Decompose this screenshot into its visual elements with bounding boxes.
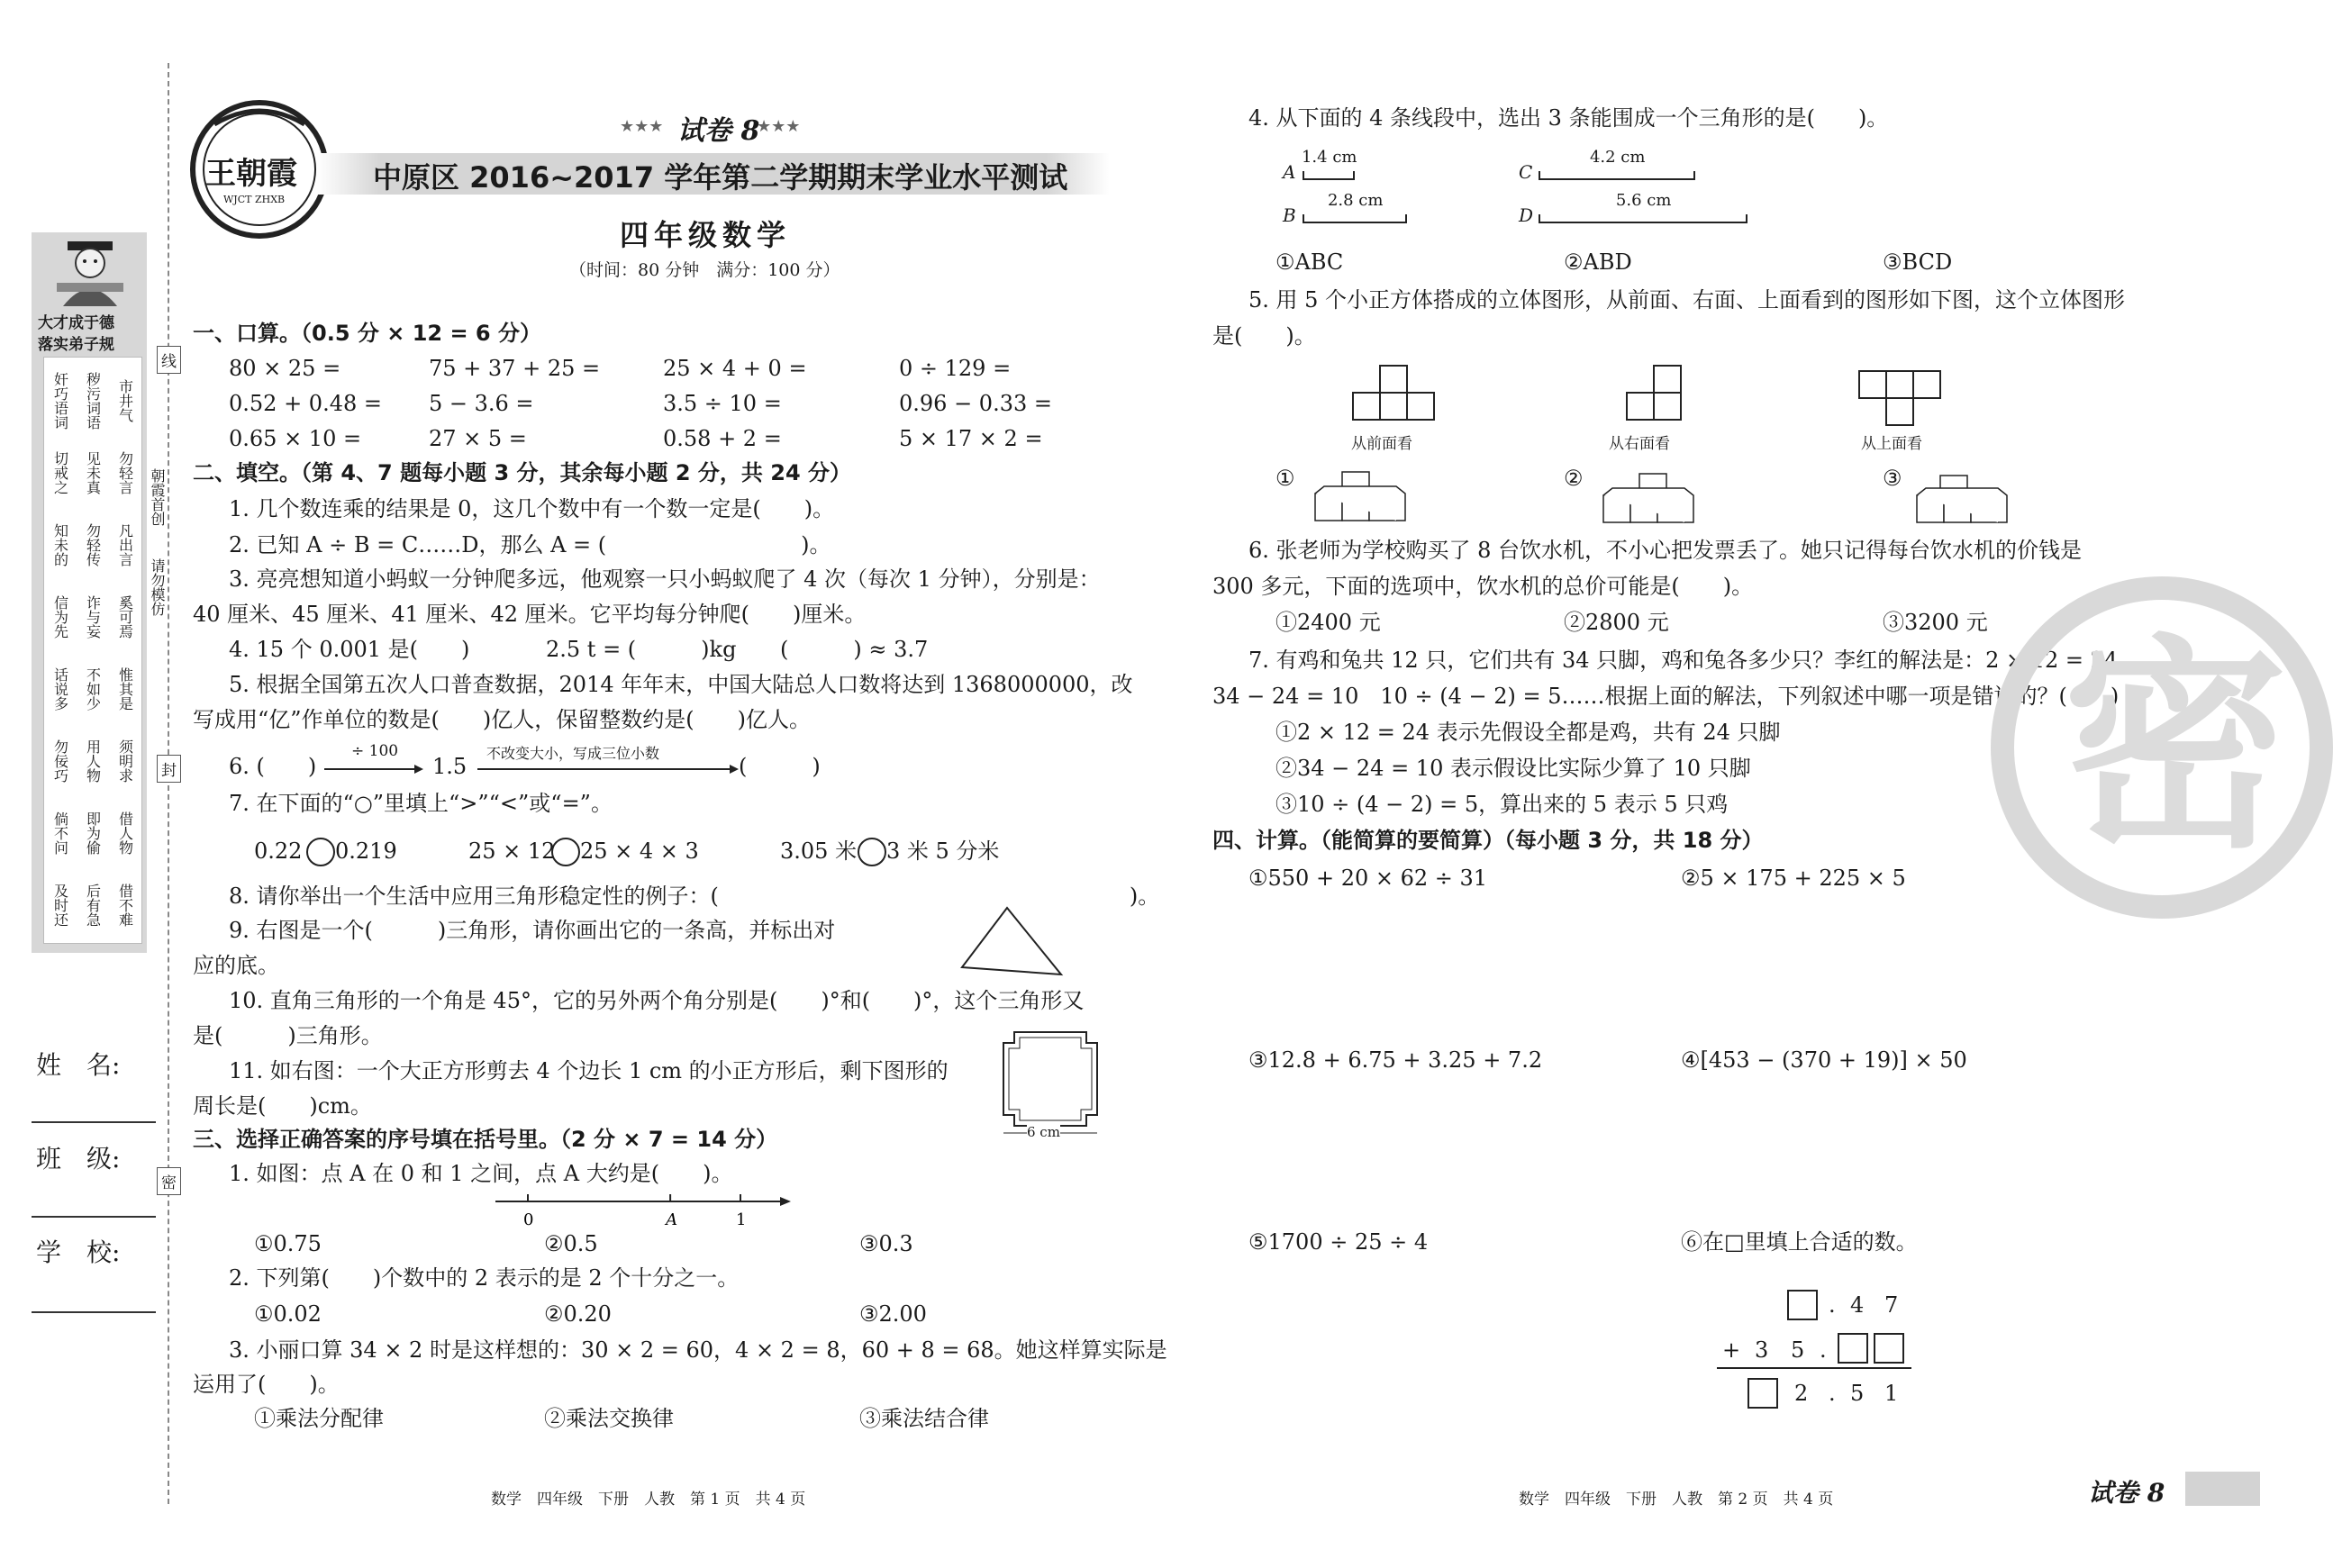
field-school-input[interactable]	[32, 1311, 156, 1313]
segment-letter: B	[1283, 204, 1296, 226]
vert-r2-d1: 3	[1755, 1337, 1769, 1363]
motto-cell: 信为先	[51, 595, 69, 639]
vert-r2-dot: .	[1820, 1337, 1827, 1363]
field-school-label: 学 校:	[36, 1237, 121, 1267]
q3-7-opt3: ③10 ÷ (4 − 2) = 5，算出来的 5 表示 5 只鸡	[1275, 792, 1729, 817]
vert-r3-d1: 2	[1794, 1381, 1809, 1406]
q2-6-start: 6. ( )	[229, 754, 317, 779]
motto-cell: 奸巧语词	[51, 372, 69, 430]
compare-circle-3[interactable]	[858, 838, 886, 866]
q3-5-opt3-label: ③	[1883, 466, 1902, 491]
motto-cell: 用人物	[84, 739, 102, 783]
oral-calc-item: 0 ÷ 129 =	[899, 356, 1012, 381]
oral-calc-item: 0.96 − 0.33 =	[899, 391, 1052, 416]
choice-option[interactable]: ②0.5	[544, 1231, 598, 1256]
q2-11b: 周长是( )cm。	[193, 1093, 372, 1119]
motto-cell: 诈与妄	[84, 595, 102, 639]
compare-circle-2[interactable]	[551, 838, 580, 866]
secret-watermark-glyph: 密	[2063, 616, 2288, 878]
obtuse-triangle-figure	[960, 904, 1068, 976]
q2-7-item2-right: 25 × 4 × 3	[580, 838, 699, 864]
q3-3a: 3. 小丽口算 34 × 2 时是这样想的：30 × 2 = 60，4 × 2 = 8，60 + 8 = 68。她这样算实际是	[229, 1337, 1167, 1363]
sum-line	[1717, 1367, 1911, 1369]
q3-1: 1. 如图：点 A 在 0 和 1 之间，点 A 大约是( )。	[229, 1161, 733, 1186]
choice-option[interactable]: ③2.00	[859, 1301, 927, 1327]
choice-option[interactable]: ①0.75	[254, 1231, 322, 1256]
segment-letter: A	[1283, 161, 1296, 183]
q2-7-item2-left: 25 × 12	[468, 838, 556, 864]
q2-9b: 应的底。	[193, 953, 279, 978]
calc-2: ②5 × 175 + 225 × 5	[1681, 866, 1906, 891]
oral-calc-item: 5 − 3.6 =	[429, 391, 534, 416]
oral-calc-item: 5 × 17 × 2 =	[899, 426, 1043, 451]
vert-r1-dot: .	[1829, 1292, 1836, 1318]
choice-option[interactable]: ②乘法交换律	[544, 1406, 674, 1431]
q2-5a: 5. 根据全国第五次人口普查数据，2014 年年末，中国大陆总人口数将达到 1368000000，改	[229, 672, 1133, 697]
right-view-figure	[1625, 364, 1684, 420]
q2-8: 8. 请你举出一个生活中应用三角形稳定性的例子：( )。	[229, 884, 1160, 909]
motto-cell: 秽污词语	[84, 372, 102, 430]
q2-7-item3-left: 3.05 米	[780, 838, 858, 864]
q3-4: 4. 从下面的 4 条线段中，选出 3 条能围成一个三角形的是( )。	[1248, 105, 1889, 131]
segment-length: 2.8 cm	[1327, 191, 1384, 210]
margin-mark-secret: 密	[157, 1167, 181, 1195]
oral-calc-item: 0.65 × 10 =	[229, 426, 362, 451]
q2-1: 1. 几个数连乘的结果是 0，这几个数中有一个数一定是( )。	[229, 496, 835, 521]
number-line-label: A	[666, 1210, 678, 1229]
motto-cell: 须明求	[116, 739, 134, 783]
motto-cell: 勿轻传	[84, 523, 102, 566]
exam-badge: 试卷 8	[677, 115, 760, 147]
q3-2: 2. 下列第( )个数中的 2 表示的是 2 个十分之一。	[229, 1265, 740, 1291]
q2-6-mid: 1.5	[432, 754, 468, 779]
q2-2: 2. 已知 A ÷ B = C……D，那么 A = ( )。	[229, 532, 831, 557]
segment-length: 4.2 cm	[1589, 148, 1646, 167]
oral-calc-item: 27 × 5 =	[429, 426, 527, 451]
segment-length: 1.4 cm	[1301, 148, 1357, 167]
oral-calc-item: 75 + 37 + 25 =	[429, 356, 601, 381]
q2-4a: 4. 15 个 0.001 是( )	[229, 637, 470, 662]
cube-option-2[interactable]	[1602, 468, 1701, 531]
motto-cell: 即为偷	[84, 811, 102, 855]
q3-7-opt2: ②34 − 24 = 10 表示假设比实际少算了 10 只脚	[1275, 756, 1751, 781]
motto-cell: 不如少	[84, 667, 102, 711]
number-line	[495, 1189, 793, 1234]
choice-option[interactable]: ③3200 元	[1883, 610, 1988, 635]
motto-cell: 市井气	[116, 379, 134, 422]
field-class-label: 班 级:	[36, 1144, 121, 1174]
q3-5-opt2-label: ②	[1564, 466, 1584, 491]
motto-cell: 话说多	[51, 667, 69, 711]
cut-square-label: 6 cm	[1027, 1124, 1060, 1140]
motto-cell: 勿佞巧	[51, 739, 69, 783]
oral-calc-item: 80 × 25 =	[229, 356, 341, 381]
motto-top: 大才成于德	[38, 314, 114, 332]
choice-option[interactable]: ②ABD	[1564, 249, 1632, 275]
cube-option-1[interactable]	[1313, 468, 1412, 531]
vert-r2-plus: +	[1722, 1337, 1741, 1363]
q2-6-arrow2	[477, 764, 739, 775]
motto-cell: 惟其是	[116, 667, 134, 711]
section-2-title: 二、填空。（第 4、7 题每小题 3 分，其余每小题 2 分，共 24 分）	[193, 460, 852, 485]
field-name-label: 姓 名:	[36, 1050, 121, 1080]
oral-calc-item: 0.58 + 2 =	[663, 426, 782, 451]
q3-5b: 是( )。	[1212, 323, 1316, 349]
q2-10b: 是( )三角形。	[193, 1023, 383, 1048]
choice-option[interactable]: ③乘法结合律	[859, 1406, 989, 1431]
q2-7-item1-left: 0.22	[254, 838, 303, 864]
motto-cell: 奚可焉	[116, 595, 134, 639]
brand-logo-sub: WJCT ZHXB	[223, 194, 286, 205]
footer-left: 数学 四年级 下册 人教 第 1 页 共 4 页	[491, 1491, 806, 1509]
badge-stars-right: ★★★	[757, 117, 801, 136]
segment-line	[1303, 171, 1355, 180]
choice-option[interactable]: ①2400 元	[1275, 610, 1381, 635]
segment-letter: D	[1519, 204, 1534, 226]
q3-7-opt1: ①2 × 12 = 24 表示先假设全都是鸡，共有 24 只脚	[1275, 720, 1781, 745]
margin-note-1: 朝霞首创	[149, 468, 166, 526]
calc-1: ①550 + 20 × 62 ÷ 31	[1248, 866, 1488, 891]
vert-r1-d2: 7	[1884, 1292, 1899, 1318]
front-view-label: 从前面看	[1351, 435, 1412, 453]
blank-box-1[interactable]	[1787, 1290, 1818, 1320]
q3-6a: 6. 张老师为学校购买了 8 台饮水机，不小心把发票丢了。她只记得每台饮水机的价钱是	[1248, 538, 2083, 563]
footer-badge-band	[2185, 1472, 2260, 1506]
oral-calc-item: 25 × 4 + 0 =	[663, 356, 807, 381]
motto-cell: 凡出言	[116, 523, 134, 566]
vert-r3-dot: .	[1829, 1381, 1836, 1406]
vert-r3-d3: 1	[1884, 1381, 1899, 1406]
motto-cell: 知未的	[51, 523, 69, 566]
segment-line	[1539, 171, 1695, 180]
choice-option[interactable]: ①0.02	[254, 1301, 322, 1327]
choice-option[interactable]: ③0.3	[859, 1231, 913, 1256]
choice-option[interactable]: ①乘法分配律	[254, 1406, 384, 1431]
margin-mark-seal: 封	[157, 755, 181, 783]
section-4-title: 四、计算。（能简算的要简算）（每小题 3 分，共 18 分）	[1212, 828, 1764, 853]
vert-r2-d2: 5	[1791, 1337, 1805, 1363]
motto-cell: 见未真	[84, 451, 102, 494]
oral-calc-item: 0.52 + 0.48 =	[229, 391, 382, 416]
calc-3: ③12.8 + 6.75 + 3.25 + 7.2	[1248, 1047, 1543, 1073]
cut-square-figure	[1002, 1030, 1110, 1138]
segment-length: 5.6 cm	[1615, 191, 1672, 210]
field-class-input[interactable]	[32, 1216, 156, 1218]
calc-5: ⑤1700 ÷ 25 ÷ 4	[1248, 1229, 1429, 1255]
q3-3b: 运用了( )。	[193, 1372, 340, 1397]
section-3-title: 三、选择正确答案的序号填在括号里。（2 分 × 7 = 14 分）	[193, 1127, 778, 1152]
compare-circle-1[interactable]	[306, 838, 335, 866]
q3-7b: 34 − 24 = 10 10 ÷ (4 − 2) = 5……根据上面的解法，下列叙述中哪一项是错误的？( )	[1212, 684, 2120, 709]
number-line-label: 1	[736, 1210, 747, 1229]
q2-5b: 写成用“亿”作单位的数是( )亿人，保留整数约是( )亿人。	[193, 707, 811, 732]
scholar-figure-icon	[50, 236, 131, 308]
motto-cell: 倘不问	[51, 811, 69, 855]
q2-6-end: ( )	[739, 754, 821, 779]
motto-cell: 切戒之	[51, 451, 69, 494]
front-view-figure	[1351, 364, 1441, 420]
exam-title: 中原区 2016~2017 学年第二学期期末学业水平测试	[373, 160, 1068, 195]
motto-cell: 借不难	[116, 884, 134, 927]
footer-right: 数学 四年级 下册 人教 第 2 页 共 4 页	[1519, 1491, 1834, 1509]
choice-option[interactable]: ①ABC	[1275, 249, 1344, 275]
q2-7: 7. 在下面的“○”里填上“>”“<”或“=”。	[229, 791, 613, 816]
choice-option[interactable]: ③BCD	[1883, 249, 1953, 275]
q2-3b: 40 厘米、45 厘米、41 厘米、42 厘米。它平均每分钟爬( )厘米。	[193, 602, 867, 627]
calc-4: ④[453 − (370 + 19)] × 50	[1681, 1047, 1967, 1073]
q2-3a: 3. 亮亮想知道小蚂蚁一分钟爬多远，他观察一只小蚂蚁爬了 4 次（每次 1 分钟），分别是：	[229, 566, 1101, 592]
motto-cell: 勿轻言	[116, 451, 134, 494]
blank-box-4[interactable]	[1747, 1378, 1778, 1409]
choice-option[interactable]: ②0.20	[544, 1301, 612, 1327]
cube-option-3[interactable]	[1915, 468, 2014, 531]
time-info: （时间：80 分钟 满分：100 分）	[569, 260, 840, 280]
q2-6-arrow2-label: 不改变大小，写成三位小数	[486, 745, 660, 762]
q3-7a: 7. 有鸡和兔共 12 只，它们共有 34 只脚，鸡和兔各多少只？李红的解法是：2 × 12 = 24	[1248, 648, 2119, 673]
motto-bottom: 落实弟子规	[38, 336, 114, 354]
vert-r3-d2: 5	[1850, 1381, 1865, 1406]
q2-9a: 9. 右图是一个( )三角形，请你画出它的一条高，并标出对	[229, 918, 836, 943]
dashed-cut-line	[168, 63, 169, 1504]
margin-note-2: 请勿模仿	[149, 558, 166, 616]
q3-5-opt1-label: ①	[1275, 466, 1295, 491]
brand-logo-text: 王朝霞	[205, 156, 297, 192]
margin-mark-line: 线	[157, 346, 181, 374]
segment-line	[1539, 214, 1747, 223]
right-view-label: 从右面看	[1609, 435, 1670, 453]
top-view-figure	[1857, 369, 1947, 425]
blank-box-3[interactable]	[1874, 1333, 1904, 1364]
number-line-label: 0	[523, 1210, 534, 1229]
q2-7-item1-right: 0.219	[335, 838, 397, 864]
q3-6b: 300 多元，下面的选项中，饮水机的总价可能是( )。	[1212, 574, 1754, 599]
calc-6: ⑥在□里填上合适的数。	[1681, 1229, 1918, 1255]
q2-11a: 11. 如右图：一个大正方形剪去 4 个边长 1 cm 的小正方形后，剩下图形的	[229, 1058, 949, 1083]
vert-r1-d1: 4	[1850, 1292, 1865, 1318]
motto-cell: 借人物	[116, 811, 134, 855]
badge-stars-left: ★★★	[620, 117, 664, 136]
q2-7-item3-right: 3 米 5 分米	[886, 838, 1000, 864]
top-view-label: 从上面看	[1861, 435, 1922, 453]
footer-badge: 试卷 8	[2088, 1478, 2165, 1508]
subject-title: 四年级数学	[620, 218, 792, 252]
q2-6-arrow1-label: ÷ 100	[351, 742, 399, 760]
oral-calc-item: 3.5 ÷ 10 =	[663, 391, 782, 416]
q2-10a: 10. 直角三角形的一个角是 45°，它的另外两个角分别是( )°和( )°，这个三角形又	[229, 988, 1085, 1013]
field-name-input[interactable]	[32, 1121, 156, 1123]
q2-6-arrow1	[324, 764, 423, 775]
blank-box-2[interactable]	[1838, 1333, 1868, 1364]
choice-option[interactable]: ②2800 元	[1564, 610, 1669, 635]
section-1-title: 一、口算。（0.5 分 × 12 = 6 分）	[193, 321, 541, 346]
motto-cell: 及时还	[51, 884, 69, 927]
segment-letter: C	[1519, 161, 1533, 183]
motto-cell: 后有急	[84, 884, 102, 927]
number-line-arrow	[780, 1197, 791, 1206]
q2-4c: ( ) ≈ 3.7	[780, 637, 929, 662]
q3-5a: 5. 用 5 个小正方体搭成的立体图形，从前面、右面、上面看到的图形如下图，这个立体图形	[1248, 287, 2126, 313]
motto-columns	[43, 357, 142, 944]
segment-line	[1303, 214, 1407, 223]
q2-4b: 2.5 t = ( )kg	[546, 637, 737, 662]
